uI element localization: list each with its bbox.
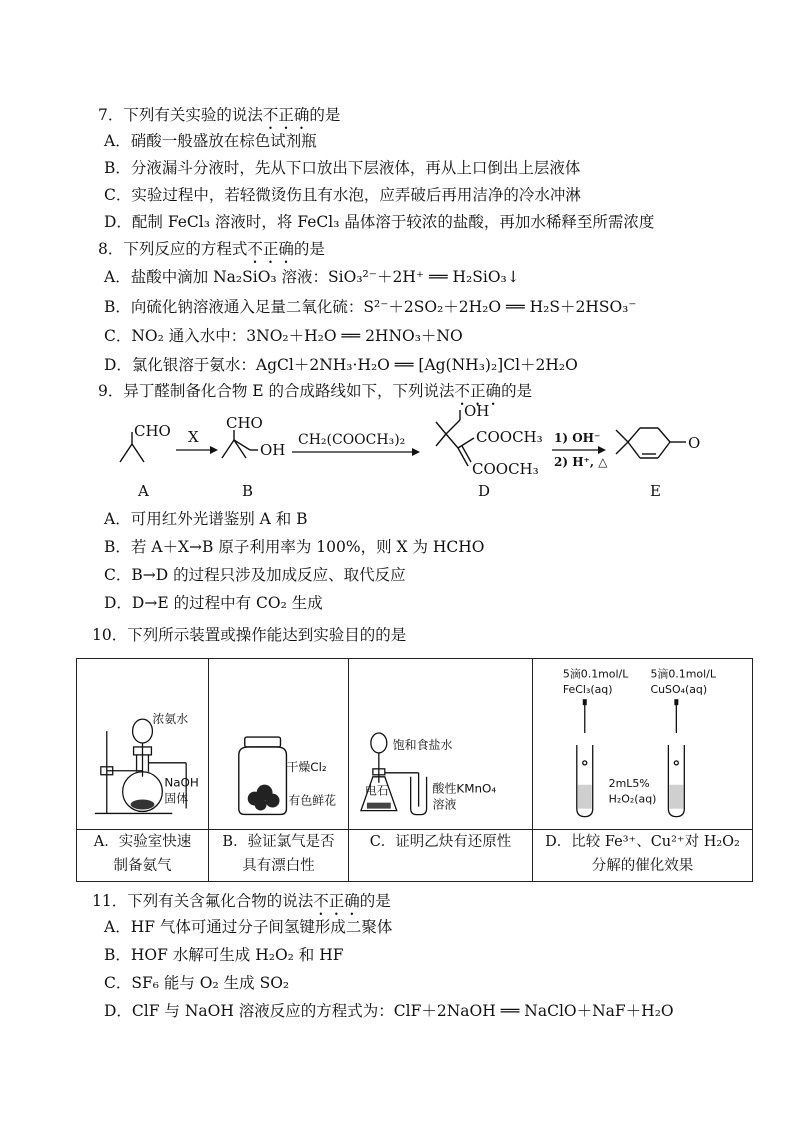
stem-tail: 的是 (359, 892, 391, 910)
tube-1-liquid (578, 785, 592, 809)
apparatus-d-caption (533, 830, 753, 882)
compound-e-structure (616, 428, 686, 458)
stem-text: 8．下列反应的方程式 (98, 240, 248, 258)
question-11-option-b: B．HOF 水解可生成 H₂O₂ 和 HF (104, 946, 344, 964)
compound-d-ester-1-label: COOCH₃ (476, 428, 543, 446)
caption-line-1: A．实验室快速 (93, 834, 192, 851)
label-saturated-brine: 饱和食盐水 (392, 737, 453, 752)
apparatus-c-caption (349, 830, 533, 882)
compound-d-ester-2-label: COOCH₃ (472, 460, 539, 478)
synthesis-scheme (110, 404, 750, 504)
arrow-head-2 (412, 448, 420, 456)
apparatus-c-cell (349, 659, 533, 830)
compound-b-label: B (242, 482, 254, 500)
question-11-option-d: D．ClF 与 NaOH 溶液反应的方程式为：ClF＋2NaOH ══ NaClO＋NaF＋H₂O (104, 1002, 674, 1020)
question-7-option-a: A．硝酸一般盛放在棕色试剂瓶 (104, 132, 317, 150)
dropper-bulb-cuso4 (674, 699, 678, 705)
stem-text: 7．下列有关实验的说法 (98, 106, 263, 124)
compound-a-label: A (138, 482, 149, 500)
question-8-option-b: B．向硫化钠溶液通入足量二氧化硫：S²⁻＋2SO₂＋2H₂O ══ H₂S＋2HSO₃⁻ (104, 298, 637, 316)
step-2-label: 2) H⁺, △ (554, 455, 608, 469)
label-fecl3-conc: 5滴0.1mol/L (562, 667, 629, 681)
apparatus-figures-row (77, 659, 753, 830)
compound-b-cho-label: CHO (226, 414, 263, 432)
stem-tail: 的是 (501, 382, 533, 400)
compound-e-label: E (650, 482, 661, 500)
compound-d-oh-label: OH (464, 404, 490, 420)
apparatus-a-cell (77, 659, 209, 830)
apparatus-a-figure (77, 659, 208, 821)
arrow-head-1 (210, 446, 218, 454)
label-acidic-kmno4: 酸性KMnO₄ (432, 781, 497, 796)
label-calcium-carbide: 电石 (364, 783, 389, 798)
question-7-option-c: C．实验过程中，若轻微烫伤且有水泡，应弄破后再用洁净的冷水冲淋 (104, 186, 581, 204)
question-11-option-c: C．SF₆ 能与 O₂ 生成 SO₂ (104, 974, 290, 992)
question-8-option-c: C．NO₂ 通入水中：3NO₂＋H₂O ══ 2HNO₃＋NO (104, 327, 463, 345)
label-cuso4-conc: 5滴0.1mol/L (650, 667, 716, 681)
caption-line-2: 分解的催化效果 (591, 858, 694, 875)
stem-text: 9．异丁醛制备化合物 E 的合成路线如下，下列说法 (98, 382, 455, 400)
stem-text: 11．下列有关含氟化合物的说法 (92, 892, 314, 910)
label-colored-flower: 有色鲜花 (288, 793, 337, 808)
apparatus-table (76, 658, 753, 882)
label-solution: 溶液 (432, 797, 457, 812)
apparatus-b-cell (209, 659, 349, 830)
compound-e-carbonyl-label: O (688, 434, 701, 452)
compound-b-oh-label: OH (260, 441, 286, 459)
label-dry-chlorine: 干燥Cl₂ (286, 759, 327, 774)
question-9-option-c: C．B→D 的过程只涉及加成反应、取代反应 (104, 566, 406, 584)
apparatus-captions-row (77, 830, 753, 882)
emphasis-text: 不正确 (247, 240, 294, 258)
label-h2o2-aq: H₂O₂(aq) (608, 792, 657, 806)
apparatus-d-cell (533, 659, 753, 830)
apparatus-c-figure (349, 659, 532, 821)
ammonia-apparatus-drawing (77, 659, 208, 821)
question-9-option-a: A．可用红外光谱鉴别 A 和 B (104, 510, 308, 528)
caption-line-1: D．比较 Fe³⁺、Cu²⁺对 H₂O₂ (545, 834, 740, 851)
question-7-option-d: D．配制 FeCl₃ 溶液时，将 FeCl₃ 晶体溶于较浓的盐酸，再加水稀释至所需浓度 (104, 213, 655, 231)
stem-tail: 的是 (293, 240, 325, 258)
caption-line-1: C．证明乙炔有还原性 (369, 834, 512, 851)
apparatus-a-caption (77, 830, 209, 882)
compound-d-label: D (478, 482, 491, 500)
question-11-stem (92, 890, 391, 919)
question-8-stem (98, 238, 325, 267)
apparatus-b-caption (209, 830, 349, 882)
label-h2o2-conc: 2mL5% (608, 776, 650, 790)
label-solid: 固体 (164, 791, 189, 806)
chlorine-jar-drawing (209, 659, 348, 821)
acetylene-apparatus-drawing (349, 659, 532, 821)
label-cuso4-aq: CuSO₄(aq) (650, 683, 708, 697)
tube-2-liquid (669, 785, 683, 809)
dropper-bulb-fecl3 (583, 699, 587, 705)
question-7-stem (98, 104, 340, 133)
naoh-solid-fill (131, 800, 155, 810)
question-7-option-b: B．分液漏斗分液时，先从下口放出下层液体，再从上口倒出上层液体 (104, 159, 581, 177)
caption-line-1: B．验证氯气是否 (222, 834, 335, 851)
arrow-head-3 (598, 446, 606, 454)
reagent-malonate-label: CH₂(COOCH₃)₂ (298, 432, 406, 448)
reagent-x-label: X (188, 428, 199, 446)
label-conc-ammonia: 浓氨水 (152, 712, 189, 727)
question-9-option-d: D．D→E 的过程中有 CO₂ 生成 (104, 594, 323, 612)
question-10-stem: 10．下列所示装置或操作能达到实验目的的是 (92, 626, 407, 644)
question-9-option-b: B．若 A＋X→B 原子利用率为 100%，则 X 为 HCHO (104, 538, 485, 556)
label-naoh: NaOH (164, 775, 199, 790)
caption-line-2: 制备氨气 (113, 858, 172, 875)
stem-tail: 的是 (309, 106, 341, 124)
question-11-option-a: A．HF 气体可通过分子间氢键形成二聚体 (104, 918, 393, 936)
label-fecl3-aq: FeCl₃(aq) (562, 683, 613, 697)
emphasis-text: 不正确 (454, 382, 502, 400)
step-1-label: 1) OH⁻ (554, 431, 601, 445)
flower-cluster (248, 785, 280, 811)
emphasis-text: 不正确 (262, 106, 310, 124)
compound-a-cho-label: CHO (134, 422, 171, 440)
calcium-carbide-fill (367, 803, 391, 809)
apparatus-b-figure (209, 659, 348, 821)
caption-line-2: 具有漂白性 (242, 858, 315, 875)
question-8-option-d: D．氯化银溶于氨水：AgCl＋2NH₃·H₂O ══ [Ag(NH₃)₂]Cl＋2H₂O (104, 356, 578, 374)
catalysis-comparison-drawing (533, 659, 752, 821)
question-8-option-a: A．盐酸中滴加 Na₂SiO₃ 溶液：SiO₃²⁻＋2H⁺ ══ H₂SiO₃↓ (104, 268, 520, 286)
emphasis-text: 不正确 (313, 892, 360, 910)
compound-b-structure (222, 430, 258, 458)
apparatus-d-figure (533, 659, 752, 821)
